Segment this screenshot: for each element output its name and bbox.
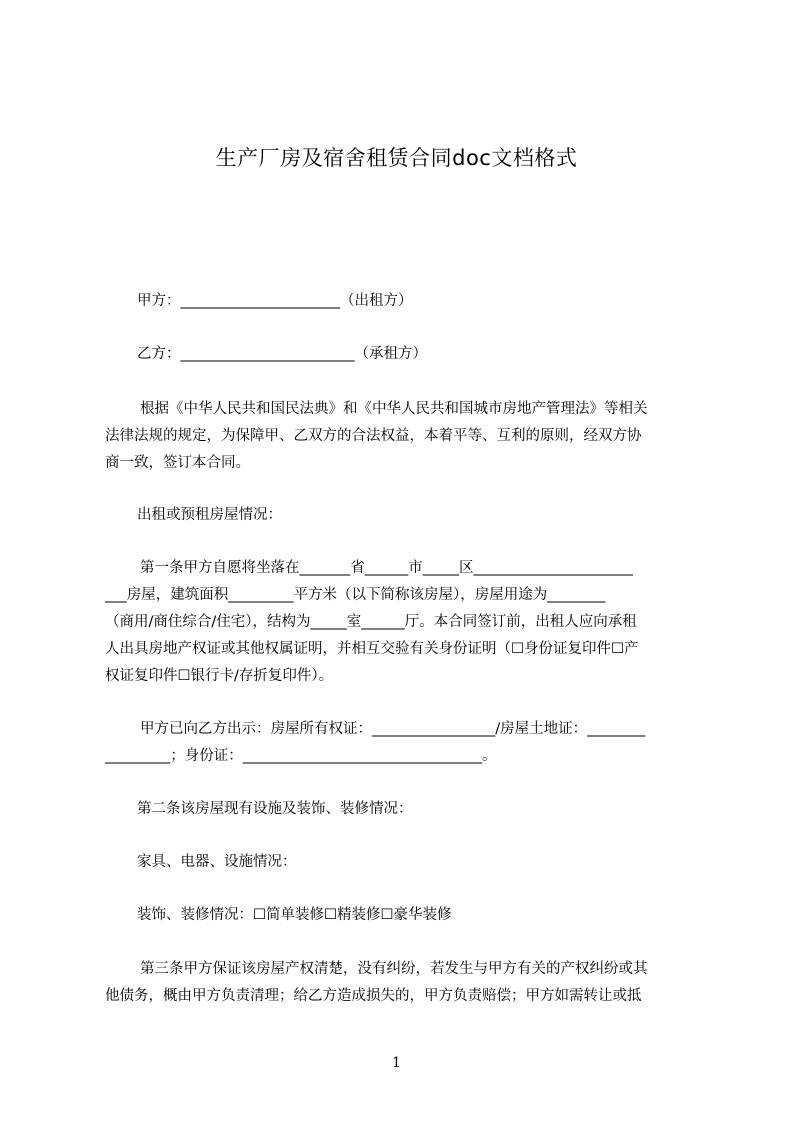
- article-3-line: 第三条甲方保证该房屋产权清楚，没有纠纷，若发生与甲方有关的产权纠纷或其: [140, 961, 648, 977]
- article-1-line: 第一条甲方自愿将坐落在_______省______市_____区______________________: [140, 560, 633, 576]
- certificates-line: _________；身份证：_________________________________。: [105, 748, 497, 764]
- party-b-line: 乙方：________________________（承租方）: [137, 346, 427, 362]
- decoration-line: 装饰、装修情况：☐简单装修☐精装修☐豪华装修: [137, 907, 452, 923]
- paragraph-line: 商一致，签订本合同。: [105, 455, 250, 471]
- document-title: 生产厂房及宿舍租赁合同doc文档格式: [215, 146, 578, 170]
- article-3-line: 他债务，概由甲方负责清理；给乙方造成损失的，甲方负责赔偿；甲方如需转让或抵: [105, 988, 642, 1004]
- article-1-line: ___房屋，建筑面积_________平方米（以下简称该房屋），房屋用途为________: [105, 587, 606, 603]
- paragraph-line: 法律法规的规定，为保障甲、乙双方的合法权益，本着平等、互利的原则，经双方协: [105, 428, 642, 444]
- article-2-heading: 第二条该房屋现有设施及装饰、装修情况：: [137, 801, 413, 817]
- article-1-line: 权证复印件☐银行卡/存折复印件）。: [105, 668, 334, 684]
- furniture-line: 家具、电器、设施情况：: [137, 854, 297, 870]
- article-1-line: （商用/商住综合/住宅），结构为_____室______厅。本合同签订前，出租人应向承租: [105, 614, 637, 630]
- certificates-line: 甲方已向乙方出示：房屋所有权证：_________________/房屋土地证：________: [140, 721, 646, 737]
- section-heading: 出租或预租房屋情况：: [137, 507, 282, 523]
- page-number: 1: [392, 1055, 401, 1071]
- party-a-line: 甲方：______________________（出租方）: [137, 293, 413, 309]
- paragraph-line: 根据《中华人民共和国民法典》和《中华人民共和国城市房地产管理法》等相关: [140, 401, 648, 417]
- article-1-line: 人出具房地产权证或其他权属证明，并相互交验有关身份证明（☐身份证复印件☐产: [105, 641, 639, 657]
